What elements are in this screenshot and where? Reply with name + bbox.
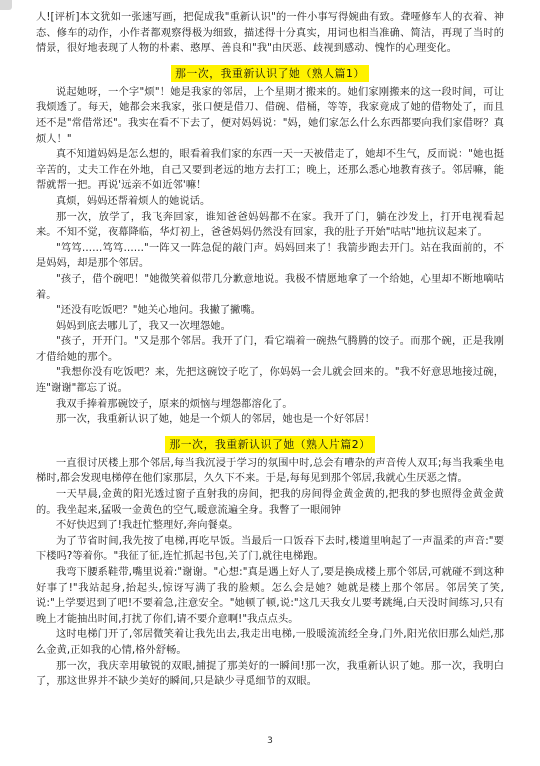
essay1-paragraph: 说起她呀，一个字"烦"！她是我家的邻居，上个星期才搬来的。她们家刚搬来的这一段时间，可让我烦透了。每天，她都会来我家，张口便是借刀、借碗、借桶，等等，我家竟成了她的借物处了，而且还不是"常借常还"。我实在看不下去了，便对妈妈说："妈，她们家怎么什么东西都要向我们家借呀？真烦人！" [36, 86, 504, 145]
page-number: 3 [267, 736, 273, 746]
essay1-paragraph: "孩子，开开门。"又是那个邻居。我开了门，看它端着一碗热气腾腾的饺子。而那个碗，正是我刚才借给她的那个。 [36, 336, 504, 363]
review-paragraph: 人![评析]本文犹如一张速写画，把促成我"重新认识"的一件小事写得婉曲有致。聋哑修车人的衣着、神态、修车的动作，小作者都观察得极为细致，描述得十分真实，用词也相当准确、简洁，再现了当时的情景，很好地表现了人物的朴素、憨厚、善良和"我"由厌恶、歧视到感动、愧怍的心理变化。 [36, 12, 504, 55]
essay1-paragraph: "笃笃……笃笃……"一阵又一阵急促的敲门声。妈妈回来了！我箭步跑去开门。站在我面前的，不是妈妈，却是那个邻居。 [36, 242, 504, 270]
essay2-paragraph: 我弯下腰系鞋带,嘴里说着:"谢谢。"心想:"真是遇上好人了,要是换成楼上那个邻居,可就碰不到这种好事了!"我站起身,抬起头,惊讶写满了我的脸颊。怎么会是她？她就是楼上那个邻居。邻居笑了笑,说:"上学要迟到了吧!不要着急,注意安全。"她顿了顿,说:"这几天我女儿要考跳绳,白天没时间练习,只有晚上才能抽出时间,打扰了你们,请不要介意啊!"我点点头。 [36, 567, 504, 625]
essay2-paragraph: 那一次，我庆幸用敏锐的双眼,捕捉了那美好的一瞬间!那一次，我重新认识了她。那一次，我明白了，那这世界并不缺少美好的瞬间,只是缺少寻觅细节的双眼。 [36, 660, 504, 688]
essay1-paragraph: 真不知道妈妈是怎么想的，眼看着我们家的东西一天一天被借走了，她却不生气，反而说："她也挺辛苦的，丈夫工作在外地，自己又要到老远的地方去打工；晚上，还那么悉心地教育孩子。邻居嘛，能帮就帮一把。再说'远亲不如近邻'嘛！ [36, 149, 504, 192]
essay2-paragraph: 一天早晨,金黄的阳光透过窗子直射我的房间，把我的房间得金黄金黄的,把我的梦也照得金黄金黄的。我坐起来,猛吸一金黄色的空气,暖意流遍全身。我瞥了一眼闹钟 [36, 489, 504, 516]
page-content [36, 10, 504, 690]
essay1-paragraph: 我双手捧着那碗饺子，原来的烦恼与埋怨都溶化了。 [56, 398, 293, 410]
essay2-paragraph: 为了节省时间,我先按了电梯,再吃早饭。当最后一口饭吞下去时,楼道里响起了一声温柔的声音:"要下楼吗?等着你。"我征了征,连忙抓起书包,关了门,就往电梯跑。 [36, 535, 504, 563]
essay1-paragraph: 那一次，我重新认识了她，她是一个烦人的邻居，她也是一个好邻居！ [56, 414, 375, 426]
essay2-paragraph: 一直很讨厌楼上那个邻居,每当我沉浸于学习的氛围中时,总会有嘈杂的声音传人双耳;每当我乘坐电梯时,都会发现电梯停在他们家那层，久久下不来。于是,每每见到那个邻居,我就心生厌恶之情。 [36, 457, 504, 485]
essay1-title: 那一次，我重新认识了她（熟人篇1） [171, 65, 369, 82]
page-corner-mark [0, 0, 12, 10]
essay1-paragraph: "孩子，借个碗吧！"她微笑着似带几分歉意地说。我极不情愿地拿了一个给她，心里却不断地嘀咕着。 [36, 273, 504, 301]
essay2-paragraph: 不好快迟到了!我赶忙整理好,奔向餐桌。 [56, 520, 239, 532]
essay1-paragraph: "还没有吃饭吧？"她关心地问。我撇了撇嘴。 [56, 305, 262, 317]
essay2-heading-wrap [36, 433, 504, 453]
essay1-heading-wrap [36, 62, 504, 82]
essay2-title: 那一次，我重新认识了她（熟人片篇2） [165, 436, 374, 453]
essay1-paragraph: 真烦，妈妈还帮着烦人的她说话。 [56, 195, 211, 207]
essay2-paragraph: 这时电梯门开了,邻居微笑着让我先出去,我走出电梯,一股暖流流经全身,门外,阳光依旧那么灿烂,那么金黄,正如我的心情,格外舒畅。 [36, 629, 504, 656]
essay1-paragraph: 那一次，放学了，我飞奔回家，谁知爸爸妈妈都不在家。我开了门，躺在沙发上，打开电视看起来。不知不觉，夜幕降临，华灯初上，爸爸妈妈仍然没有回家，我的肚子开始"咕咕"地抗议起来了。 [36, 211, 504, 239]
essay1-paragraph: "我想你没有吃饭吧？来，先把这碗饺子吃了，你妈妈一会儿就会回来的。"我不好意思地接过碗，连"谢谢"都忘了说。 [36, 367, 504, 395]
essay1-paragraph: 妈妈到底去哪儿了，我又一次埋怨她。 [56, 320, 231, 332]
